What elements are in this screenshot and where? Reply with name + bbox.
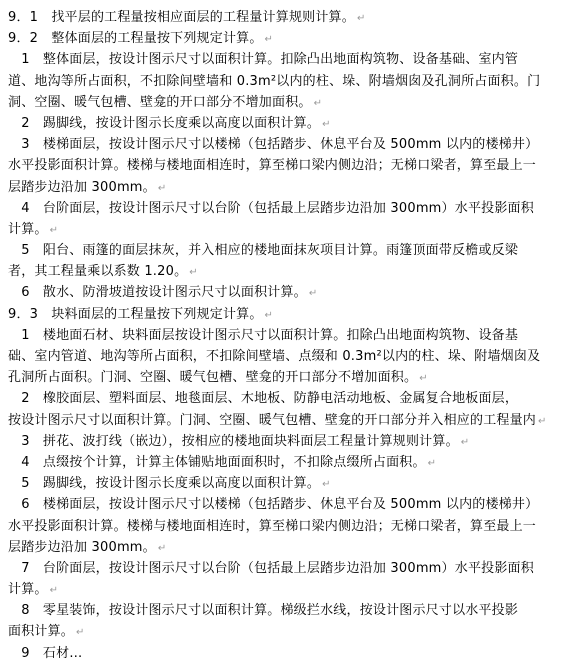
paragraph-mark-icon: ↵ — [76, 627, 85, 639]
line-text: 层踏步边沿加 300mm。 — [8, 179, 156, 195]
line-text: 层踏步边沿加 300mm。 — [8, 539, 156, 555]
paragraph-mark-icon: ↵ — [538, 415, 547, 427]
text-line — [8, 71, 566, 92]
line-text: 2 踢脚线，按设计图示长度乘以高度以面积计算。 — [8, 115, 321, 131]
line-text: 洞、空圈、暖气包槽、壁龛的开口部分不增加面积。 — [8, 94, 312, 110]
text-line — [8, 346, 566, 367]
text-line — [8, 494, 566, 515]
paragraph-mark-icon: ↵ — [264, 309, 274, 321]
text-line — [8, 516, 566, 537]
paragraph-mark-icon: ↵ — [356, 13, 366, 24]
text-line — [8, 240, 566, 261]
paragraph-mark-icon: ↵ — [189, 267, 198, 279]
paragraph-mark-icon: ↵ — [157, 182, 167, 194]
text-line — [8, 92, 566, 113]
line-text: 7 台阶面层，按设计图示尺寸以台阶（包括最上层踏步边沿加 300mm）水平投影面积 — [8, 560, 534, 576]
line-text: 4 点缀按个计算，计算主体铺贴地面面积时，不扣除点缀所占面积。 — [8, 454, 426, 470]
text-line — [8, 49, 566, 70]
line-text: 孔洞所占面积。门洞、空圈、暖气包槽、壁龛的开口部分不增加面积。 — [8, 370, 418, 386]
line-text: 6 散水、防滑坡道按设计图示尺寸以面积计算。 — [8, 285, 307, 301]
line-text: 水平投影面积计算。楼梯与楼地面相连时，算至梯口梁内侧边沿；无梯口梁者，算至最上一 — [8, 518, 537, 534]
text-line — [8, 219, 566, 240]
line-text: 3 拼花、波打线（嵌边），按相应的楼地面块料面层工程量计算规则计算。 — [8, 433, 459, 449]
text-line — [8, 473, 566, 494]
line-text: 计算。 — [8, 221, 48, 237]
text-line — [8, 134, 566, 155]
text-line — [8, 282, 566, 303]
paragraph-mark-icon: ↵ — [313, 97, 323, 109]
line-text: 5 阳台、雨篷的面层抹灰，并入相应的楼地面抹灰项目计算。雨篷顶面带反檐或反梁 — [8, 243, 519, 259]
text-line — [8, 431, 566, 452]
text-line — [8, 7, 566, 28]
line-text: 者，其工程量乘以系数 1.20。 — [8, 264, 188, 280]
line-text: 础、室内管道、地沟等所占面积，不扣除间壁墙、点缀和 0.3m²以内的柱、垛、附墙烟囱及 — [8, 349, 541, 364]
line-text: 按设计图示尺寸以面积计算。门洞、空圈、暖气包槽、壁龛的开口部分并入相应的工程量内 — [8, 412, 537, 428]
paragraph-mark-icon: ↵ — [264, 34, 274, 46]
line-text: 8 零星装饰，按设计图示尺寸以面积计算。梯级拦水线，按设计图示尺寸以水平投影 — [8, 603, 519, 619]
line-text: 6 楼梯面层，按设计图示尺寸以楼梯（包括踏步、休息平台及 500mm 以内的楼梯井） — [8, 497, 539, 513]
paragraph-mark-icon: ↵ — [49, 585, 59, 597]
text-line — [8, 388, 566, 409]
line-text: 水平投影面积计算。楼梯与楼地面相连时，算至梯口梁内侧边沿；无梯口梁者，算至最上一 — [8, 158, 537, 174]
paragraph-mark-icon: ↵ — [157, 542, 167, 554]
line-text: 计算。 — [8, 582, 48, 598]
line-text: 9．3 块料面层的工程量按下列规定计算。 — [8, 306, 263, 322]
line-text: 2 橡胶面层、塑料面层、地毯面层、木地板、防静电活动地板、金属复合地板面层， — [8, 391, 519, 407]
text-line — [8, 113, 566, 134]
line-text: 5 踢脚线，按设计图示长度乘以高度以面积计算。 — [8, 476, 321, 492]
text-line — [8, 621, 566, 642]
line-text: 9．2 整体面层的工程量按下列规定计算。 — [8, 31, 263, 47]
line-text: 4 台阶面层，按设计图示尺寸以台阶（包括最上层踏步边沿加 300mm）水平投影面积 — [8, 200, 534, 216]
text-line — [8, 28, 566, 49]
line-text: 1 整体面层，按设计图示尺寸以面积计算。扣除凸出地面构筑物、设备基础、室内管 — [8, 52, 519, 68]
text-line — [8, 155, 566, 176]
paragraph-mark-icon: ↵ — [460, 436, 470, 448]
line-text: 1 楼地面石材、块料面层按设计图示尺寸以面积计算。扣除凸出地面构筑物、设备基 — [8, 327, 519, 343]
paragraph-mark-icon: ↵ — [427, 457, 437, 469]
paragraph-mark-icon: ↵ — [419, 373, 428, 385]
text-line — [8, 261, 566, 282]
line-text: 9 石材… — [8, 645, 83, 661]
text-line — [8, 643, 566, 664]
paragraph-mark-icon: ↵ — [308, 288, 318, 300]
text-line — [8, 579, 566, 600]
text-line — [8, 600, 566, 621]
paragraph-mark-icon: ↵ — [322, 479, 331, 491]
text-line — [8, 410, 566, 431]
line-text: 9．1 找平层的工程量按相应面层的工程量计算规则计算。 — [8, 10, 355, 25]
paragraph-mark-icon: ↵ — [49, 224, 59, 236]
text-line — [8, 537, 566, 558]
line-text: 道、地沟等所占面积，不扣除间壁墙和 0.3m²以内的柱、垛、附墙烟囱及孔洞所占面积。门 — [8, 73, 541, 89]
text-line — [8, 325, 566, 346]
text-line — [8, 452, 566, 473]
paragraph-mark-icon: ↵ — [322, 118, 331, 130]
text-line — [8, 198, 566, 219]
line-text: 3 楼梯面层，按设计图示尺寸以楼梯（包括踏步、休息平台及 500mm 以内的楼梯井） — [8, 137, 539, 153]
text-line — [8, 177, 566, 198]
text-line — [8, 367, 566, 388]
text-line — [8, 304, 566, 325]
text-line — [8, 558, 566, 579]
line-text: 面积计算。 — [8, 624, 75, 640]
